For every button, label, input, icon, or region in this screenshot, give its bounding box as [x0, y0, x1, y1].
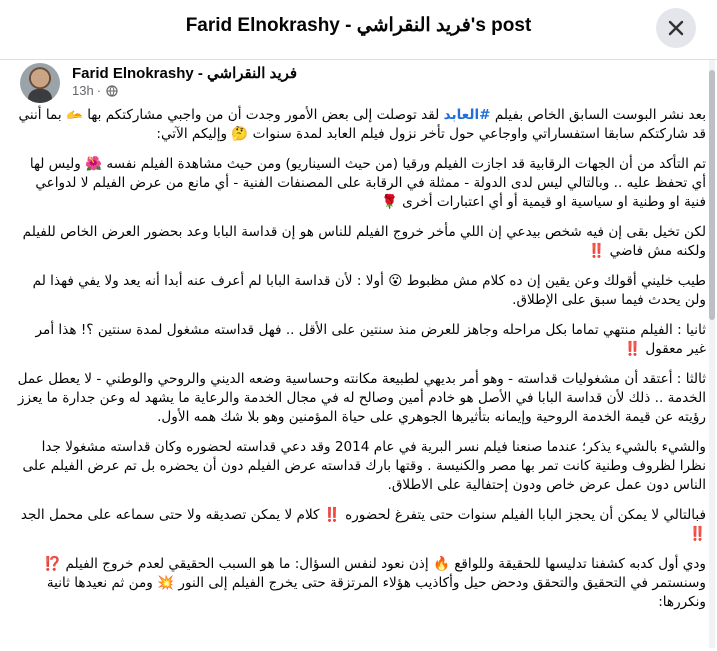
paragraph-text-before: بعد نشر البوست السابق الخاص بفيلم	[490, 107, 706, 123]
post-time[interactable]: 13h	[72, 83, 94, 98]
post-paragraph: فبالتالي لا يمكن أن يحجز البابا الفيلم سنوات حتى يتفرغ لحضوره ‼️ كلام لا يمكن تصديقه ولا حتى سماعه على محمل الجد ‼️	[20, 507, 706, 542]
post-author-row	[20, 63, 710, 103]
post-paragraph: ودي أول كدبه كشفنا تدليسها للحقيقة وللواقع 🔥 إذن نعود لنفس السؤال: ما هو السبب الحقيقي لعدم خروج الفيلم ⁉️ وسنستمر في التحقيق والتحقق ودحض حيل وأكاذيب هؤلاء المرتزقة حتى يخرج الفيلم إلى النور 💥 ومن ثم نعيدها ثانية ونكررها:	[44, 556, 706, 610]
globe-icon[interactable]	[106, 85, 118, 97]
post-paragraph: لكن تخيل بقى إن فيه شخص بيدعي إن اللي مأخر خروج الفيلم للناس هو إن قداسة البابا وعد بحضور العرض الخاص للفيلم ولكنه مش فاضي ‼️	[22, 224, 706, 259]
post-meta	[72, 83, 118, 98]
hashtag-link[interactable]: #العابد	[443, 107, 491, 123]
paragraph-text-after: لقد توصلت إلى بعض الأمور وجدت أن من واجبي مشاركتكم بها 🫴 بما أنني قد شاركتكم سابقا استفساراتي واوجاعي حول تأخر نزول فيلم العابد لمدة سنوات 🤔 وإليكم الآتي:	[18, 107, 706, 142]
author-name[interactable]: Farid Elnokrashy - فريد النقراشي	[72, 65, 298, 82]
close-button[interactable]	[656, 8, 696, 48]
meta-separator: ·	[96, 83, 102, 98]
dialog-title: Farid Elnokrashy - فريد النقراشي's post	[185, 15, 532, 36]
post-paragraph: والشيء بالشيء يذكر؛ عندما صنعنا فيلم نسر البرية في عام 2014 وقد دعي قداسته لحضوره وكان قداسته مشغولا جدا نظرا لظروف وطنية كانت تمر بها مصر والكنيسة . وقتها بارك قداسته عرض الفيلم دون أن يحضره بل تم عرض الفيلم على الناس دون عمل عرض خاص ودون إحتفالية على الاطلاق.	[22, 439, 706, 493]
post-paragraph: طيب خليني أقولك وعن يقين إن ده كلام مش مظبوط 😮 أولا : لأن قداسة البابا لم أعرف عنه أبدا أنه يعد ولا يفي فهذا لم ولن يحدث فيما سبق على الإطلاق.	[32, 273, 706, 308]
post-dialog-header	[0, 0, 717, 60]
close-icon	[667, 19, 685, 37]
post-body	[16, 106, 706, 623]
avatar[interactable]	[20, 63, 60, 103]
post-paragraph	[16, 106, 706, 144]
post-paragraph: ثانيا : الفيلم منتهي تماما بكل مراحله وجاهز للعرض منذ سنتين على الأقل .. فهل قداسته مشغول لمدة سنتين ؟! هذا أمر غير معقول ‼️	[35, 322, 706, 357]
post-paragraph: ثالثا : أعتقد أن مشغوليات قداسته - وهو أمر بديهي لطبيعة مكانته وحساسية وضعه الديني والروحي والوطني - لا يعطل عمل الخدمة .. ذلك لأن قداسة البابا في الأصل هو خادم أمين وصالح له في مجال الخدمة والرعاية ما يشهد له وعن جدارة ما يعزز رؤيته عن قيمة الخدمة الروحية وإيمانه بتأثيرها الجوهري على حياة المؤمنين وهو بلا شك همه الأول.	[17, 371, 706, 425]
post-paragraph: تم التأكد من أن الجهات الرقابية قد اجازت الفيلم ورقيا (من حيث السيناريو) ومن حيث مشاهدة الفيلم نفسه 🌺 وليس لها أي تحفظ عليه .. وبالتالي ليس لدى الدولة - ممثلة في الرقابة على المصنفات الفنية - أي مانع من عرض الفيلم لا لدواعي فنية او وطنية او سياسية او قيمية أو أي اعتبارات أخرى 🌹	[29, 156, 706, 210]
scrollbar-thumb[interactable]	[709, 70, 715, 320]
